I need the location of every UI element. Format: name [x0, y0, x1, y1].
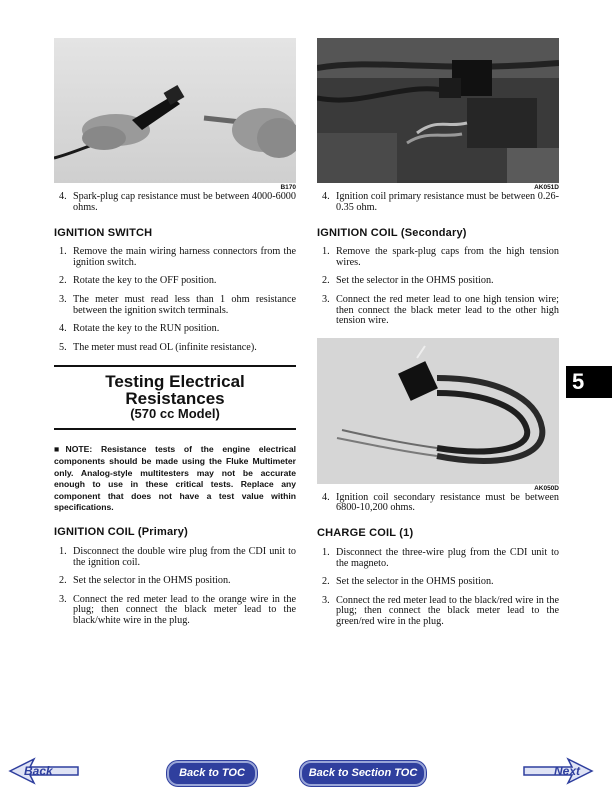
spark-plug-cap-image [54, 38, 296, 183]
note-paragraph: ■NOTE: Resistance tests of the engine electrical components should be made using the Fluke Multimeter only. Analog-style multitesters may not be accurate enough to use in these critical tests. Replace any component that does not have a test value within specifications. [54, 444, 296, 513]
photo-caption: B170 [280, 184, 296, 191]
list-item: 4. Rotate the key to the RUN position. [59, 323, 220, 335]
list-item: 4. Ignition coil secondary resistance must be between 6800-10,200 ohms. [322, 491, 559, 514]
high-tension-wires-photo [317, 338, 559, 484]
ignition-switch-steps [54, 247, 296, 353]
charge-coil-heading: CHARGE COIL (1) [317, 526, 414, 539]
spark-plug-cap-photo [54, 38, 296, 183]
list-item: 4. Spark-plug cap resistance must be between 4000-6000 ohms. [59, 191, 296, 213]
right-column [317, 38, 559, 628]
ignition-coil-primary-heading: IGNITION COIL (Primary) [54, 525, 188, 538]
list-item: 4. Ignition coil primary resistance must be between 0.26-0.35 ohm. [322, 191, 559, 213]
list-item: 1. Remove the spark-plug caps from the high tension wires. [322, 246, 559, 268]
charge-coil-steps [317, 548, 559, 628]
secondary-result-list [317, 493, 559, 514]
next-label: Next [554, 764, 581, 778]
left-column [54, 38, 296, 626]
ignition-coil-engine-image [317, 38, 559, 183]
next-button[interactable] [522, 756, 594, 786]
spark-plug-result-list [54, 192, 296, 213]
back-button[interactable] [8, 756, 80, 786]
back-to-toc-button[interactable]: Back to TOC [167, 761, 257, 786]
ignition-switch-heading: IGNITION SWITCH [54, 227, 153, 240]
list-item: 2. Rotate the key to the OFF position. [59, 275, 217, 287]
list-item: 3. Connect the red meter lead to the black/red wire in the plug; then connect the black meter lead to the green/red wire in the plug. [322, 594, 559, 627]
back-label: Back [24, 764, 53, 778]
list-item: 3. Connect the red meter lead to the orange wire in the plug; then connect the black meter lead to the black/white wire in the plug. [59, 593, 296, 626]
photo-caption: AK050D [534, 484, 559, 492]
section-title: Testing Electrical Resistances (570 cc Model) [54, 365, 296, 430]
list-item: 3. Connect the red meter lead to one high tension wire; then connect the black meter lead to the other high tension wire. [322, 293, 559, 327]
list-item: 1. Disconnect the three-wire plug from the CDI unit to the magneto. [322, 546, 559, 569]
back-to-section-toc-button[interactable]: Back to Section TOC [300, 761, 426, 786]
list-item: 5. The meter must read OL (infinite resistance). [59, 341, 257, 353]
section-tab: 5 [566, 366, 612, 398]
ignition-coil-secondary-heading: IGNITION COIL (Secondary) [317, 227, 467, 240]
photo-caption: AK051D [534, 184, 559, 191]
list-item: 1. Disconnect the double wire plug from the CDI unit to the ignition coil. [59, 545, 296, 568]
list-item: 1. Remove the main wiring harness connectors from the ignition switch. [59, 246, 296, 268]
ignition-coil-primary-steps [54, 547, 296, 627]
primary-result-list [317, 192, 559, 213]
high-tension-wires-image [317, 338, 559, 484]
list-item: 3. The meter must read less than 1 ohm resistance between the ignition switch terminals. [59, 293, 296, 316]
list-item: 2. Set the selector in the OHMS position. [59, 575, 231, 587]
list-item: 2. Set the selector in the OHMS position. [322, 576, 494, 588]
list-item: 2. Set the selector in the OHMS position. [322, 275, 494, 287]
ignition-coil-engine-photo [317, 38, 559, 183]
ignition-coil-secondary-steps [317, 247, 559, 327]
